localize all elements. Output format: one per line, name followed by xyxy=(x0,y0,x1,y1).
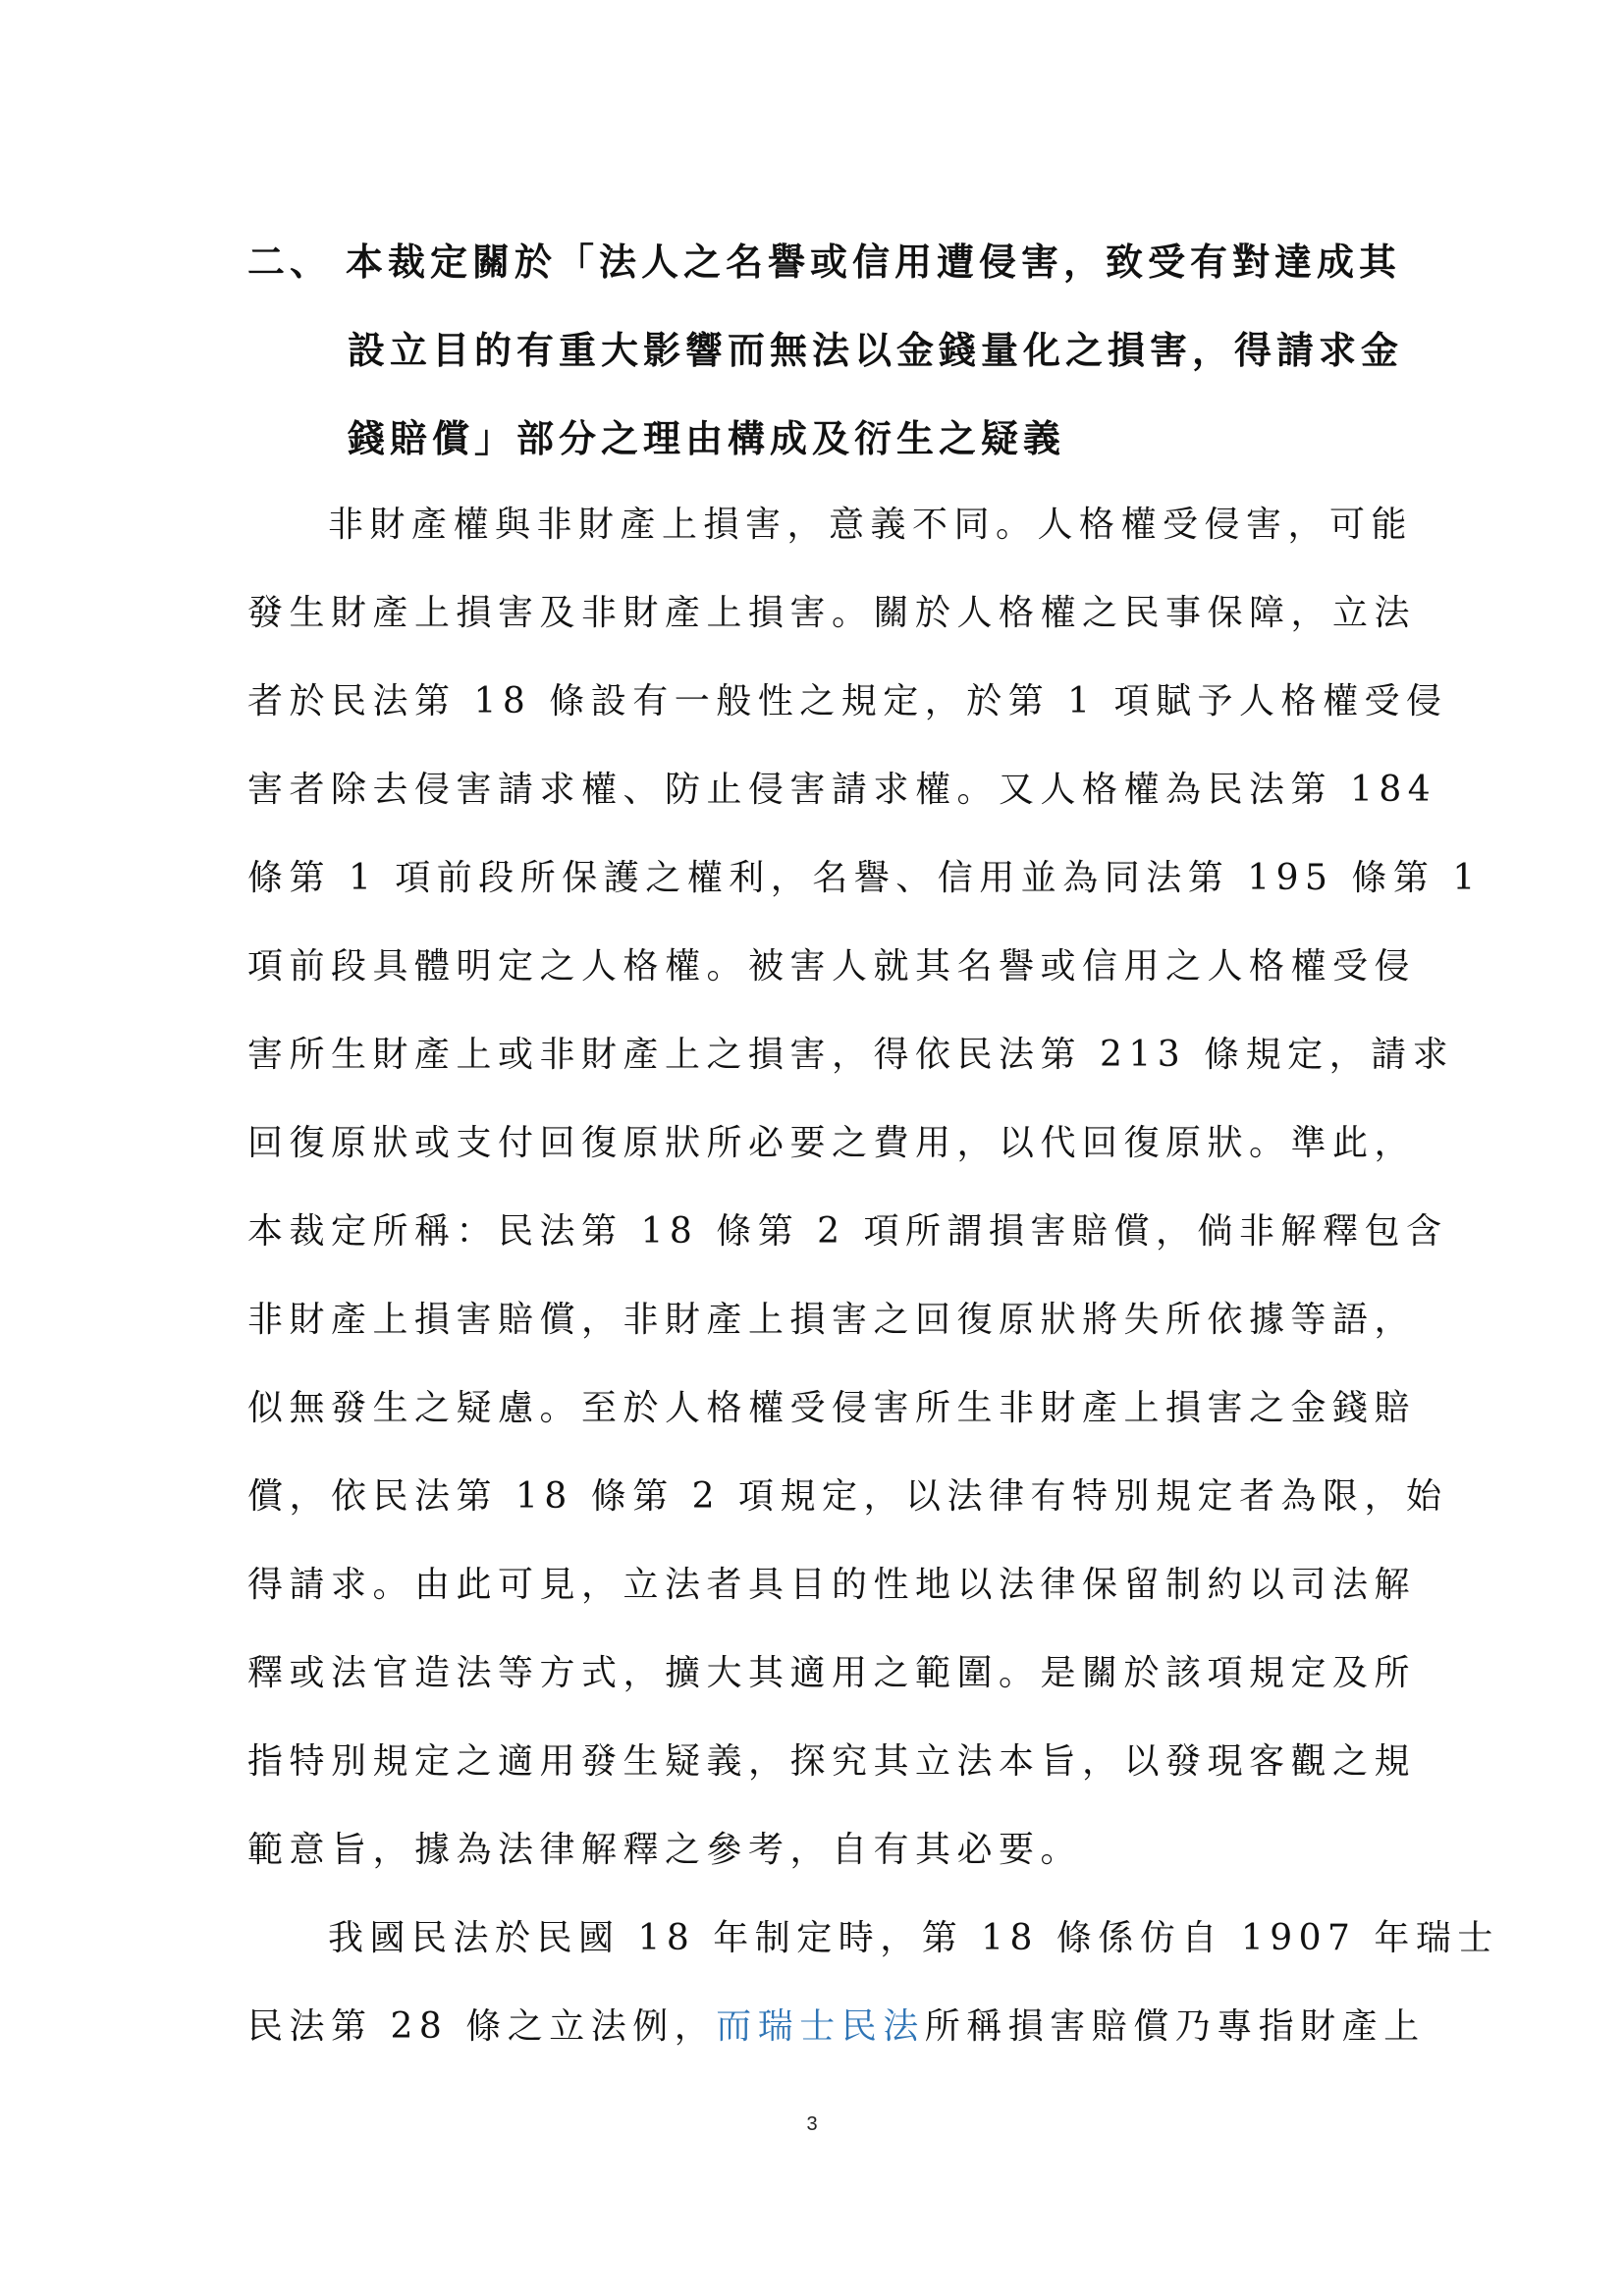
paragraph-1-line: 害者除去侵害請求權、防止侵害請求權。又人格權為民法第 184 xyxy=(247,770,1437,810)
paragraph-1-line: 回復原狀或支付回復原狀所必要之費用，以代回復原狀。準此， xyxy=(247,1123,1417,1163)
section-marker: 二、 xyxy=(247,240,333,284)
section-heading-line-3: 錢賠償」部分之理由構成及衍生之疑義 xyxy=(348,417,1066,460)
paragraph-1-line: 害所生財產上或非財產上之損害，得依民法第 213 條規定，請求 xyxy=(247,1035,1455,1075)
paragraph-1-line: 發生財產上損害及非財產上損害。關於人格權之民事保障，立法 xyxy=(247,593,1417,633)
paragraph-2-line-1: 我國民法於民國 18 年制定時，第 18 條係仿自 1907 年瑞士 xyxy=(328,1918,1499,1958)
paragraph-1-line: 償，依民法第 18 條第 2 項規定，以法律有特別規定者為限，始 xyxy=(247,1476,1448,1517)
paragraph-1-line: 似無發生之疑慮。至於人格權受侵害所生非財產上損害之金錢賠 xyxy=(247,1388,1417,1428)
paragraph-2-line-2 xyxy=(247,1999,1426,2049)
paragraph-1-line: 釋或法官造法等方式，擴大其適用之範圍。是關於該項規定及所 xyxy=(247,1653,1417,1693)
paragraph-1-line: 範意旨，據為法律解釋之參考，自有其必要。 xyxy=(247,1830,1083,1870)
paragraph-1-line: 條第 1 項前段所保護之權利，名譽、信用並為同法第 195 條第 1 xyxy=(247,858,1482,898)
paragraph-1-line: 得請求。由此可見，立法者具目的性地以法律保留制約以司法解 xyxy=(247,1565,1417,1605)
swiss-civil-code-link[interactable]: 而瑞士民法 xyxy=(716,2006,925,2047)
page-number: 3 xyxy=(806,2113,818,2135)
section-heading-line-2: 設立目的有重大影響而無法以金錢量化之損害，得請求金 xyxy=(348,329,1404,372)
paragraph-1-line: 本裁定所稱：民法第 18 條第 2 項所謂損害賠償，倘非解釋包含 xyxy=(247,1211,1448,1252)
paragraph-1-line: 指特別規定之適用發生疑義，探究其立法本旨，以發現客觀之規 xyxy=(247,1741,1417,1782)
paragraph-1-line: 者於民法第 18 條設有一般性之規定，於第 1 項賦予人格權受侵 xyxy=(247,681,1448,721)
paragraph-1-line: 非財產上損害賠償，非財產上損害之回復原狀將失所依據等語， xyxy=(247,1300,1417,1340)
paragraph-2-text-after-link: 所稱損害賠償乃專指財產上 xyxy=(924,2006,1426,2047)
section-heading-text: 本裁定關於「法人之名譽或信用遭侵害，致受有對達成其 xyxy=(346,240,1402,284)
paragraph-1-line: 非財產權與非財產上損害，意義不同。人格權受侵害，可能 xyxy=(328,505,1414,545)
paragraph-2-text-before-link: 民法第 28 條之立法例， xyxy=(247,2006,717,2047)
paragraph-1-line: 項前段具體明定之人格權。被害人就其名譽或信用之人格權受侵 xyxy=(247,946,1417,987)
section-heading-line-1 xyxy=(247,232,1401,286)
